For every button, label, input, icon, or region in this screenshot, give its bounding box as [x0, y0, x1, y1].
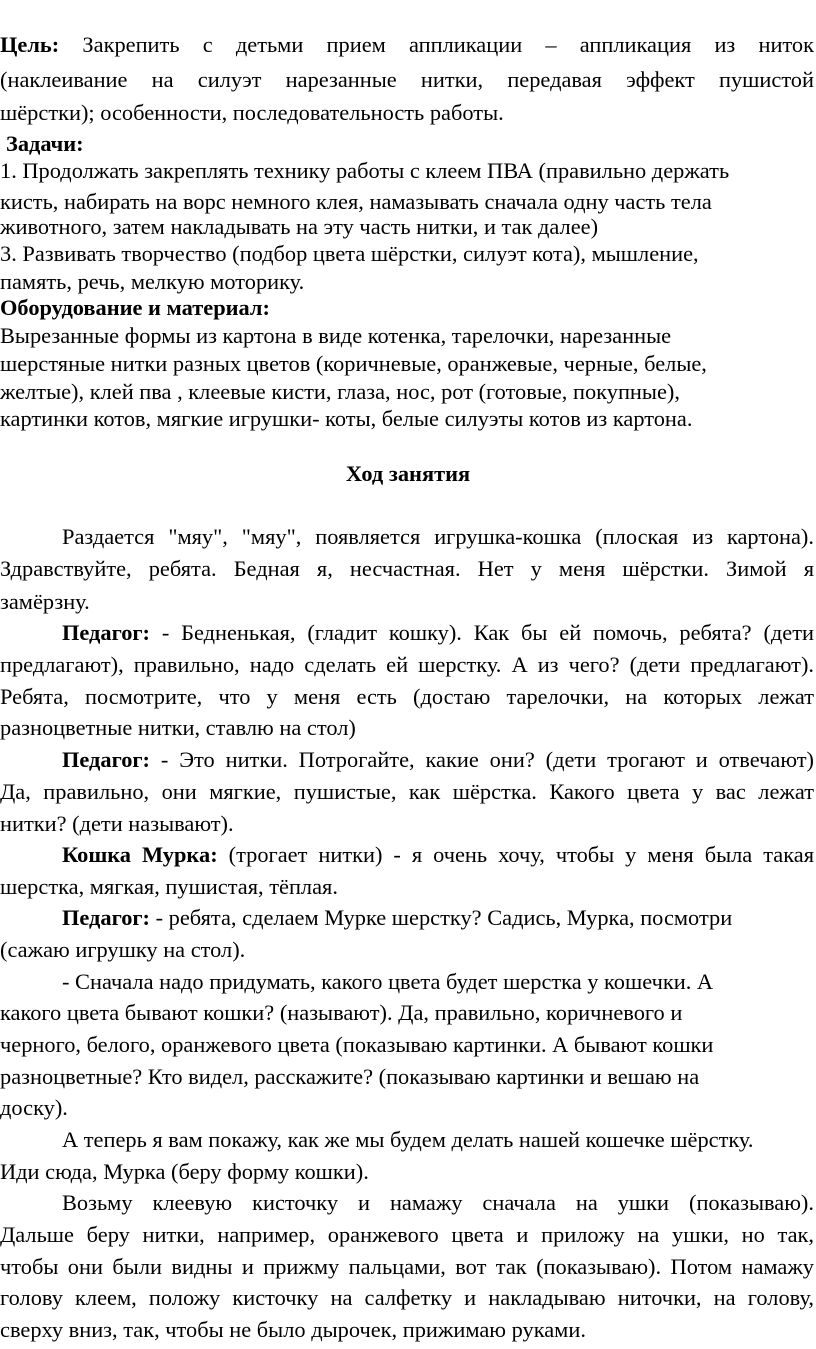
p6-line-1: - Сначала надо придумать, какого цвета будет шерстка у кошечки. А [62, 969, 714, 994]
p3-line-1 [62, 744, 814, 776]
p4-line-2: шерстка, мягкая, пушистая, тёплая. [0, 874, 338, 899]
p8-line-3: чтобы они были видны и прижму пальцами, вот так (показываю). Потом намажу [0, 1254, 814, 1279]
p1-line-3: замёрзну. [0, 589, 90, 614]
tasks-heading: Задачи: [6, 131, 84, 156]
tasks-line-1: 1. Продолжать закреплять технику работы с клеем ПВА (правильно держать [0, 158, 730, 183]
p6-line-4: разноцветные? Кто видел, расскажите? (показываю картинки и вешаю на [0, 1064, 700, 1089]
p7-line-1: А теперь я вам покажу, как же мы будем делать нашей кошечке шёрстку. [62, 1127, 754, 1152]
p4-line-1 [62, 839, 814, 871]
p8-line-1: Возьму клеевую кисточку и намажу сначала на ушки (показываю). [62, 1190, 814, 1215]
goal-label: Цель: [0, 32, 60, 57]
tasks-line-4: 3. Развивать творчество (подбор цвета шёрстки, силуэт кота), мышление, [0, 241, 699, 266]
p4-text: (трогает нитки) - я очень хочу, чтобы у меня была такая [217, 842, 814, 867]
p6-line-2: какого цвета бывают кошки? (называют). Да, правильно, коричневого и [0, 1000, 683, 1025]
p6-line-3: черного, белого, оранжевого цвета (показываю картинки. А бывают кошки [0, 1032, 714, 1057]
speaker-label: Кошка Мурка: [62, 842, 218, 867]
p8-line-4: голову клеем, положу кисточку на салфетку и накладываю ниточки, на голову, [0, 1285, 814, 1310]
p3-line-2: Да, правильно, они мягкие, пушистые, как шёрстка. Какого цвета у вас лежат [0, 779, 814, 804]
p2-line-2: предлагают), правильно, надо сделать ей шерстку. А из чего? (дети предлагают). [0, 652, 814, 677]
p1-line-2: Здравствуйте, ребята. Бедная я, несчастная. Нет у меня шёрстки. Зимой я [0, 556, 814, 581]
p2-text: - Бедненькая, (гладит кошку). Как бы ей помочь, ребята? (дети [150, 620, 814, 645]
speaker-label: Педагог: [62, 747, 151, 772]
p3-line-3: нитки? (дети называют). [0, 811, 234, 836]
goal-text: Закрепить с детьми прием аппликации – аппликация из ниток [59, 32, 814, 57]
p5-line-1 [62, 902, 732, 934]
p2-line-1 [62, 617, 814, 649]
equipment-line-3: желтые), клей пва , клеевые кисти, глаза, нос, рот (готовые, покупные), [0, 379, 680, 404]
speaker-label: Педагог: [62, 905, 151, 930]
lesson-heading: Ход занятия [345, 461, 471, 486]
p6-line-5: доску). [0, 1095, 68, 1120]
goal-line-1 [0, 29, 814, 61]
p5-text: - ребята, сделаем Мурке шерстку? Садись, Мурка, посмотри [150, 905, 733, 930]
equipment-heading: Оборудование и материал: [0, 295, 270, 320]
tasks-line-3: животного, затем накладывать на эту часть нитки, и так далее) [0, 214, 599, 239]
p3-text: - Это нитки. Потрогайте, какие они? (дети трогают и отвечают) [150, 747, 814, 772]
tasks-line-5: память, речь, мелкую моторику. [0, 269, 305, 294]
p5-line-2: (сажаю игрушку на стол). [0, 937, 246, 962]
p8-line-2: Дальше беру нитки, например, оранжевого цвета и приложу на ушки, но так, [0, 1222, 814, 1247]
equipment-line-2: шерстяные нитки разных цветов (коричневые, оранжевые, черные, белые, [0, 351, 707, 376]
p1-line-1: Раздается "мяу", "мяу", появляется игрушка-кошка (плоская из картона). [62, 524, 814, 549]
p8-line-5: сверху вниз, так, чтобы не было дырочек, прижимаю руками. [0, 1317, 586, 1342]
p2-line-3: Ребята, посмотрите, что у меня есть (достаю тарелочки, на которых лежат [0, 684, 814, 709]
p7-line-2: Иди сюда, Мурка (беру форму кошки). [0, 1159, 369, 1184]
p2-line-4: разноцветные нитки, ставлю на стол) [0, 715, 356, 740]
equipment-line-4: картинки котов, мягкие игрушки- коты, белые силуэты котов из картона. [0, 406, 693, 431]
speaker-label: Педагог: [62, 620, 151, 645]
goal-line-2: (наклеивание на силуэт нарезанные нитки, передавая эффект пушистой [0, 67, 814, 92]
equipment-line-1: Вырезанные формы из картона в виде котенка, тарелочки, нарезанные [0, 323, 672, 348]
goal-line-3: шёрстки); особенности, последовательность работы. [0, 100, 504, 125]
tasks-line-2: кисть, набирать на ворс немного клея, намазывать сначала одну часть тела [0, 189, 712, 214]
